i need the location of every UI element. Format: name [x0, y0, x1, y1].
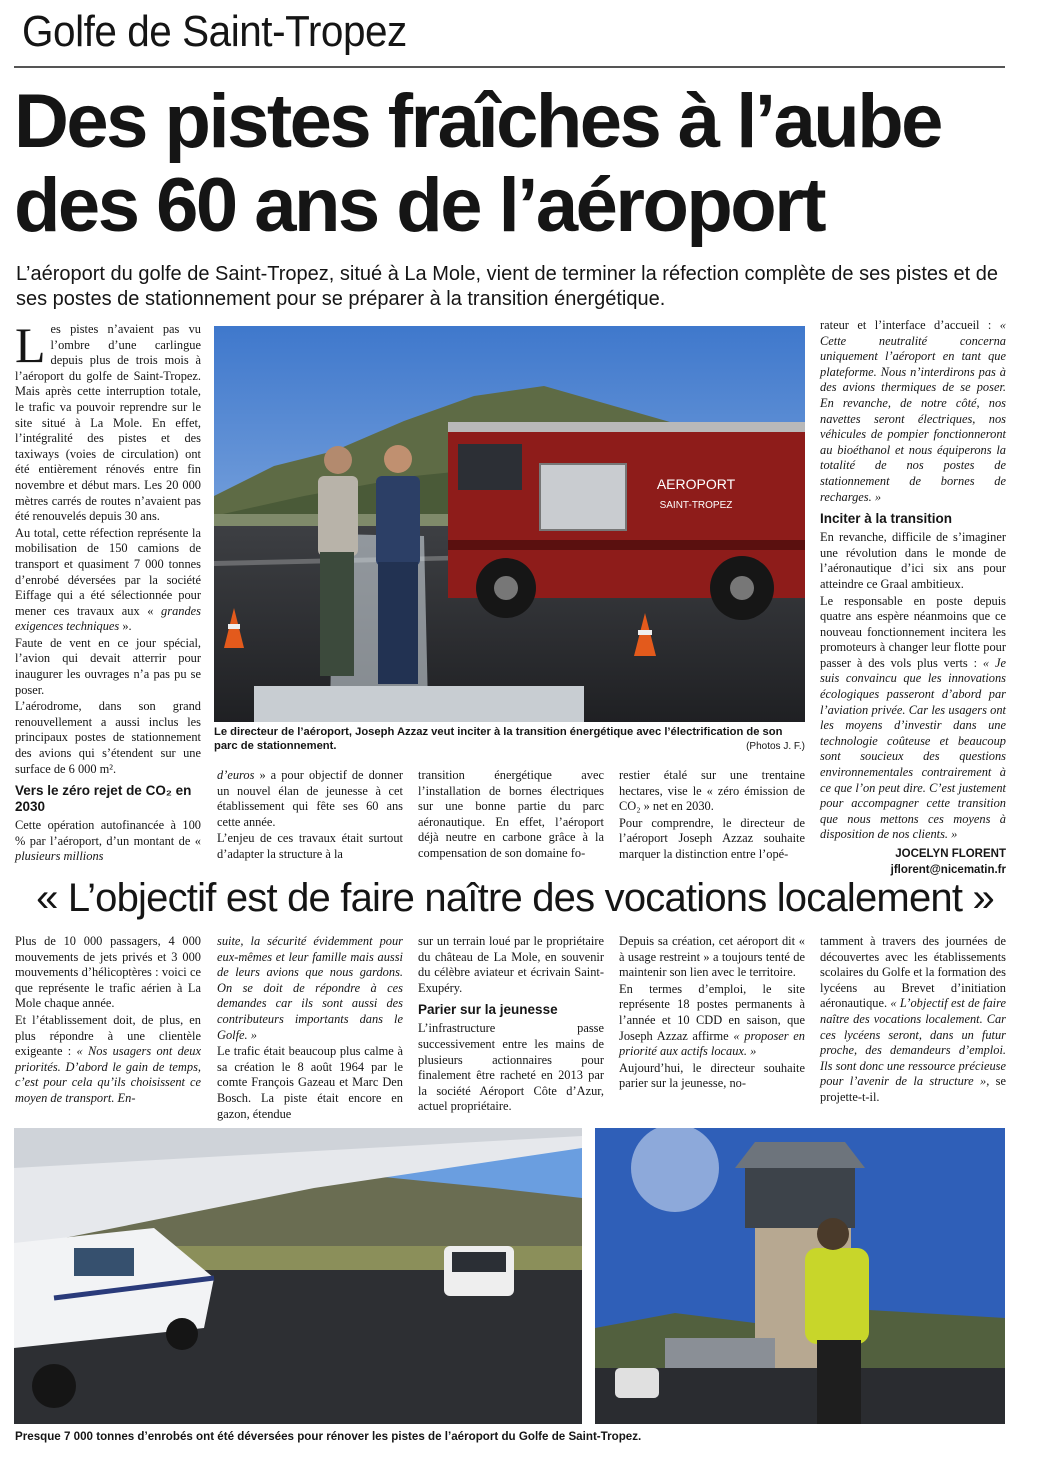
- photo-fire-truck: [214, 326, 805, 722]
- article-column-1: Les pistes n’avaient pas vu l’ombre d’une carlingue depuis plus de trois mois à l’aéroport du golfe de Saint-Tropez. Mais après cette interruption totale, le trafic va pouvoir reprendre sur le site situé à La Mole. En effet, l’intégralité des pistes et des taxiways (voies de circulation) ont été entièrement rénovés entre fin novembre et début mars. Les 20 000 mètres carrés de routes n’avaient pas été renouvelés depuis 30 ans. Au total, cette réfection représente la mobilisation de 150 camions de transport et quasiment 7 000 tonnes d’enrobé déversées par la société Eiffage qui a été sélectionnée pour mener ces travaux aux « grandes exigences techniques ». Faute de vent en ce jour spécial, l’avion qui devait atterrir pour inaugurer les ouvrages n’a pas pu se poser. L’aérodrome, dans son grand renouvellement a aussi inclus les principaux postes de stationnement des avions qui s’étendent sur une surface de 6 000 m². Vers le zéro rejet de CO₂ en 2030 Cette opération autofinancée à 100 % par l’aéroport, d’un montant de « plusieurs millions: [15, 317, 201, 864]
- article-column-4: restier étalé sur une trentaine hectares, vise le « zéro émission de CO₂ » net en 2030. Pour comprendre, le directeur de l’aéroport Joseph Azzaz souhaite marquer la distinction entre l’opé-: [619, 768, 805, 861]
- photo-plane: [14, 1128, 582, 1424]
- headline-line-1: Des pistes fraîches à l’aube: [14, 79, 941, 164]
- truck-sign-line-1: AEROPORT: [656, 476, 736, 492]
- quote-box-title: « L’objectif est de faire naître des vocations localement »: [36, 876, 994, 920]
- section-title: Golfe de Saint-Tropez: [22, 7, 407, 56]
- box-column-4: Depuis sa création, cet aéroport dit « à usage restreint » a toujours tenté de maintenir son lien avec le territoire. En termes d’emploi, le site représente 18 postes permanents à l’année et 10 CDD en saison, que Joseph Azzaz affirme « proposer en priorité aux actifs locaux. » Aujourd’hui, le directeur souhaite parier sur la jeunesse, no-: [619, 934, 806, 1091]
- article-column-3: transition énergétique avec l’installation de bornes électriques sur une bonne partie du parc aéronautique. En effet, l’aéroport déjà neutre en carbone grâce à la compensation de son domaine fo-: [418, 768, 604, 860]
- photo-credit: (Photos J. F.): [746, 740, 805, 752]
- drop-cap: L: [15, 317, 46, 373]
- author-name: JOCELYN FLORENT: [895, 848, 1006, 860]
- box-column-2: suite, la sécurité évidemment pour eux-mêmes et leur famille mais aussi de leurs avions que nous gardons. On se doit de répondre à ces demandes car ils sont aussi des contributeurs importants dans le Golfe. » Le trafic était beaucoup plus calme à sa création le 8 août 1964 par le comte François Gazeau et Marc Den Bosch. La piste était encore en gazon, étendue: [217, 934, 403, 1121]
- box-column-3: sur un terrain loué par le propriétaire du château de La Mole, en souvenir du célèbre aviateur et écrivain Saint-Exupéry. Parier sur la jeunesse L’infrastructure passe successivement entre les mains de plusieurs actionnaires pour finalement être racheté en 2013 par la société Aéroport Côte d’Azur, actuel propriétaire.: [418, 934, 604, 1114]
- headline: [14, 80, 1024, 248]
- standfirst: L’aéroport du golfe de Saint-Tropez, situé à La Mole, vient de terminer la réfection complète de ses pistes et de ses postes de stationnement pour se préparer à la transition énergétique.: [16, 263, 999, 310]
- headline-line-2: des 60 ans de l’aéroport: [14, 163, 825, 248]
- author-email: jflorent@nicematin.fr: [890, 863, 1006, 876]
- subhead-jeunesse: Parier sur la jeunesse: [418, 1002, 558, 1018]
- bottom-caption: Presque 7 000 tonnes d’enrobés ont été déversées pour rénover les pistes de l’aéroport du Golfe de Saint-Tropez.: [15, 1430, 642, 1443]
- subhead-transition: Inciter à la transition: [820, 511, 953, 527]
- photo-top-caption: Le directeur de l’aéroport, Joseph Azzaz veut inciter à la transition énergétique avec l’électrification de son parc de stationnement. (Photos J. F.): [214, 726, 805, 752]
- box-column-5: tamment à travers des journées de découvertes avec les établissements scolaires du Golfe et la formation des lycéens au Brevet d’initiation aéronautique. « L’objectif est de faire naître des vocations localement. Car ces lycéens seront, dans un futur proche, des demandeurs d’emploi. Ils sont donc une ressource précieuse pour l’avenir de la structure », se projette-t-il.: [820, 934, 1006, 1104]
- article-column-2: d’euros » a pour objectif de donner un nouvel élan de jeunesse à cet établissement qui fête ses 60 ans cette année. L’enjeu de ces travaux était surtout d’adapter la structure à la: [217, 768, 403, 861]
- truck-sign-line-2: SAINT-TROPEZ: [659, 500, 733, 511]
- article-column-5: rateur et l’interface d’accueil : « Cette neutralité concerna uniquement l’aéroport en tant que plateforme. Nous n’interdirons pas à des avions thermiques de se poser. En revanche, de notre côté, nos navettes seront électriques, nos véhicules de pompier fonctionneront au bioéthanol et nous équiperons la totalité de nos postes de stationnement de bornes de recharges. » Inciter à la transition En revanche, difficile de s’imaginer une révolution dans le monde de l’aéronautique d’ici six ans pour atteindre ce Graal ambitieux. Le responsable en poste depuis quatre ans espère néanmoins que ce nouveau fonctionnement incitera les promoteurs à changer leur flotte pour passer à des vols plus verts : « Je suis convaincu que les innovations écologiques passeront d’abord par l’aviation privée. Car les usagers ont les moyens d’investir dans une technologie coûteuse et beaucoup sont soucieux des questions environnementales contrairement à ce que l’on peut dire. C’est justement pour accompagner cette transition que nous mettons ces moyens à disposition de nos clients. » JOCELYN FLORENT jflorent@nicematin.fr: [820, 318, 1006, 878]
- photo-control-tower: [595, 1128, 1005, 1424]
- box-column-1: Plus de 10 000 passagers, 4 000 mouvements de jets privés et 3 000 mouvements d’hélicoptères : voici ce que représente le trafic aérien à La Mole chaque année. Et l’établissement doit, de plus, en plus répondre à une clientèle exigeante : « Nos usagers ont deux priorités. D’abord le gain de temps, c’est pour cela qu’ils choisissent ce moyen de transport. En-: [15, 934, 201, 1105]
- section-rule: [14, 66, 1005, 68]
- subhead-co2: Vers le zéro rejet de CO₂ en 2030: [15, 783, 192, 815]
